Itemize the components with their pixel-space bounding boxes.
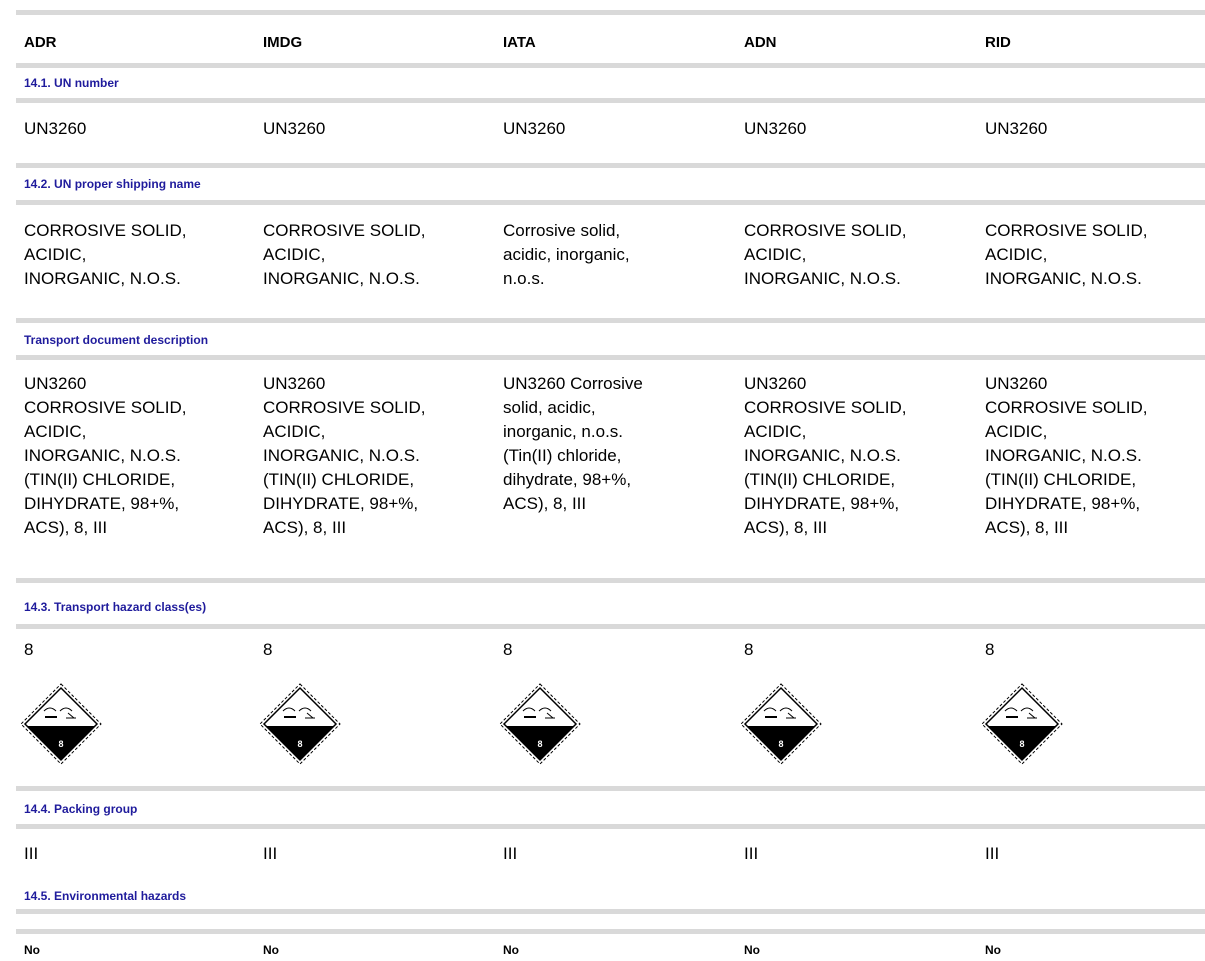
packing-group-adn: III: [744, 844, 759, 863]
env-hazard-adn: No: [744, 943, 760, 957]
corrosive-hazard-icon: [981, 683, 1063, 765]
divider: [16, 63, 1205, 68]
un-number-imdg: UN3260: [263, 119, 326, 138]
hazard-class-iata: 8: [503, 640, 513, 659]
un-number-rid: UN3260: [985, 119, 1048, 138]
section-title-transport-document: Transport document description: [24, 333, 209, 347]
env-hazard-adr: No: [24, 943, 40, 957]
hazard-class-adn: 8: [744, 640, 754, 659]
divider: [16, 318, 1205, 323]
un-number-iata: UN3260: [503, 119, 566, 138]
corrosive-hazard-icon: [259, 683, 341, 765]
hazard-label-number: 8: [1019, 739, 1025, 749]
section-title-hazard-class: 14.3. Transport hazard class(es): [24, 600, 207, 614]
hazard-label-number: 8: [537, 739, 543, 749]
packing-group-adr: III: [24, 844, 39, 863]
transport-doc-iata: UN3260 Corrosive solid, acidic, inorganic, n.o.s. (Tin(II) chloride, dihydrate, 98+%, ACS), 8, III: [503, 374, 643, 513]
hazard-class-rid: 8: [985, 640, 995, 659]
transport-doc-adn: UN3260 CORROSIVE SOLID, ACIDIC, INORGANIC, N.O.S. (TIN(II) CHLORIDE, DIHYDRATE, 98+%, ACS), 8, III: [744, 374, 907, 537]
column-header-adn: ADN: [744, 34, 777, 51]
un-number-adn: UN3260: [744, 119, 807, 138]
packing-group-imdg: III: [263, 844, 278, 863]
packing-group-rid: III: [985, 844, 1000, 863]
env-hazard-imdg: No: [263, 943, 279, 957]
divider: [16, 98, 1205, 103]
divider: [16, 786, 1205, 791]
divider: [16, 624, 1205, 629]
column-header-rid: RID: [985, 34, 1011, 51]
hazard-label-number: 8: [58, 739, 64, 749]
divider: [16, 10, 1205, 15]
section-title-shipping-name: 14.2. UN proper shipping name: [24, 177, 201, 191]
divider: [16, 929, 1205, 934]
divider: [16, 578, 1205, 583]
column-header-imdg: IMDG: [263, 34, 303, 51]
section-title-packing-group: 14.4. Packing group: [24, 802, 138, 816]
divider: [16, 824, 1205, 829]
shipping-name-rid: CORROSIVE SOLID, ACIDIC, INORGANIC, N.O.S.: [985, 221, 1148, 288]
transport-doc-rid: UN3260 CORROSIVE SOLID, ACIDIC, INORGANIC, N.O.S. (TIN(II) CHLORIDE, DIHYDRATE, 98+%, ACS), 8, III: [985, 374, 1148, 537]
divider: [16, 909, 1205, 914]
hazard-label-number: 8: [297, 739, 303, 749]
env-hazard-rid: No: [985, 943, 1001, 957]
packing-group-iata: III: [503, 844, 518, 863]
shipping-name-iata: Corrosive solid, acidic, inorganic, n.o.s.: [503, 221, 630, 288]
divider: [16, 163, 1205, 168]
transport-doc-imdg: UN3260 CORROSIVE SOLID, ACIDIC, INORGANIC, N.O.S. (TIN(II) CHLORIDE, DIHYDRATE, 98+%, ACS), 8, III: [263, 374, 426, 537]
column-header-iata: IATA: [503, 34, 536, 51]
corrosive-hazard-icon: [740, 683, 822, 765]
hazard-class-imdg: 8: [263, 640, 273, 659]
divider: [16, 355, 1205, 360]
shipping-name-imdg: CORROSIVE SOLID, ACIDIC, INORGANIC, N.O.S.: [263, 221, 426, 288]
divider: [16, 200, 1205, 205]
column-header-adr: ADR: [24, 34, 57, 51]
shipping-name-adn: CORROSIVE SOLID, ACIDIC, INORGANIC, N.O.S.: [744, 221, 907, 288]
corrosive-hazard-icon: [20, 683, 102, 765]
env-hazard-iata: No: [503, 943, 519, 957]
section-title-un-number: 14.1. UN number: [24, 76, 119, 90]
corrosive-hazard-icon: [499, 683, 581, 765]
transport-doc-adr: UN3260 CORROSIVE SOLID, ACIDIC, INORGANIC, N.O.S. (TIN(II) CHLORIDE, DIHYDRATE, 98+%, ACS), 8, III: [24, 374, 187, 537]
shipping-name-adr: CORROSIVE SOLID, ACIDIC, INORGANIC, N.O.S.: [24, 221, 187, 288]
un-number-adr: UN3260: [24, 119, 87, 138]
section-title-environmental-hazards: 14.5. Environmental hazards: [24, 889, 187, 903]
hazard-label-number: 8: [778, 739, 784, 749]
hazard-class-adr: 8: [24, 640, 34, 659]
